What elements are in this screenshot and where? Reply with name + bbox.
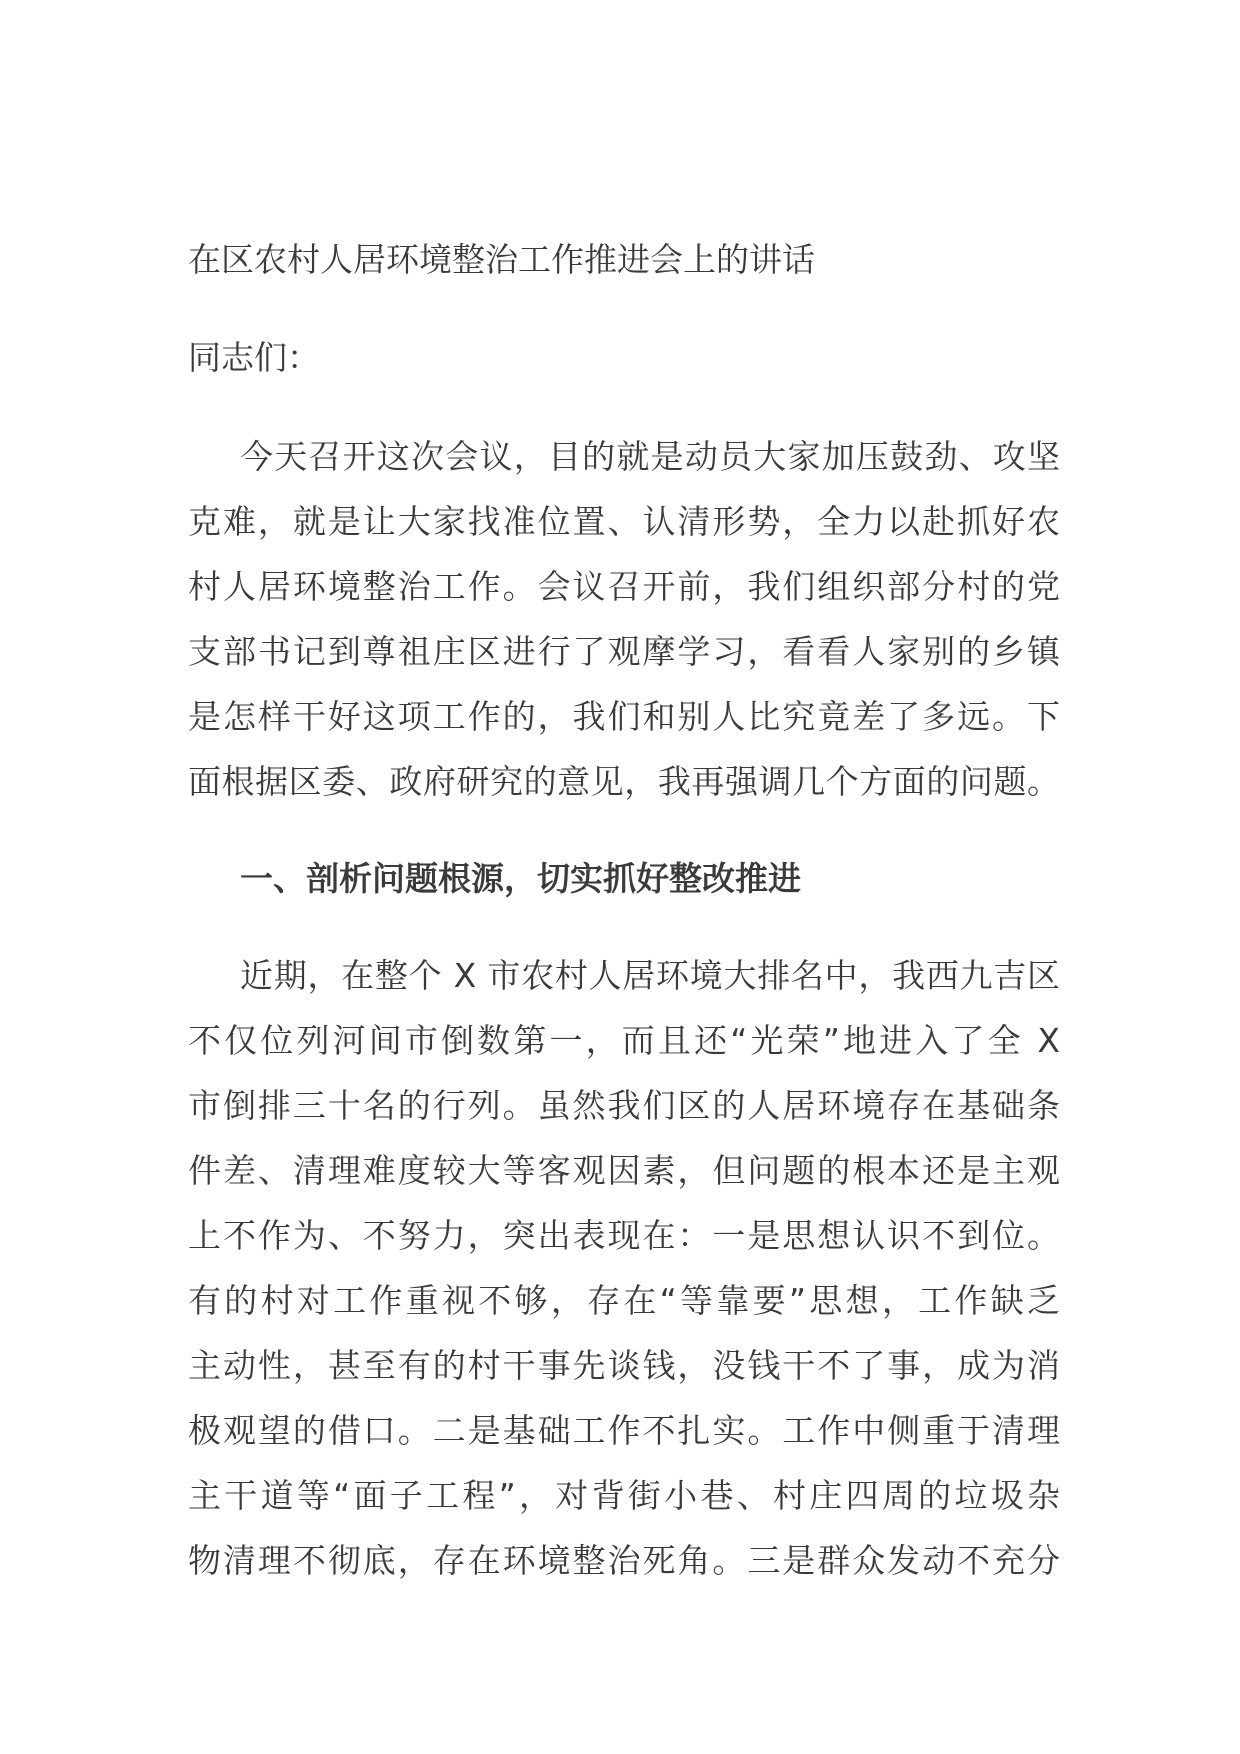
text-line: 主动性，甚至有的村干事先谈钱，没钱干不了事，成为消 [188,1346,1060,1385]
text-line: 主干道等“面子工程”，对背街小巷、村庄四周的垃圾杂 [188,1476,1060,1515]
text-line: 支部书记到尊祖庄区进行了观摩学习，看看人家别的乡镇 [188,632,1060,671]
text-line: 市倒排三十名的行列。虽然我们区的人居环境存在基础条 [188,1086,1060,1125]
text-line: 今天召开这次会议，目的就是动员大家加压鼓劲、攻坚 [240,437,1060,476]
paragraph-1 [188,424,1060,814]
text-line: 上不作为、不努力，突出表现在：一是思想认识不到位。 [188,1216,1060,1255]
salutation: 同志们： [188,338,320,377]
text-line: 克难，就是让大家找准位置、认清形势，全力以赴抓好农 [188,502,1060,541]
text-line: 是怎样干好这项工作的，我们和别人比究竟差了多远。下 [188,697,1060,736]
text-line: 有的村对工作重视不够，存在“等靠要”思想，工作缺乏 [188,1281,1060,1320]
text-line: 极观望的借口。二是基础工作不扎实。工作中侧重于清理 [188,1411,1060,1450]
text-line: 件差、清理难度较大等客观因素，但问题的根本还是主观 [188,1151,1060,1190]
text-line: 不仅位列河间市倒数第一，而且还“光荣”地进入了全 X [188,1021,1060,1060]
section-heading: 一、剖析问题根源，切实抓好整改推进 [240,859,801,898]
text-line: 面根据区委、政府研究的意见，我再强调几个方面的问题。 [188,762,1060,801]
text-line: 近期，在整个 X 市农村人居环境大排名中，我西九吉区 [240,956,1060,995]
text-line: 物清理不彻底，存在环境整治死角。三是群众发动不充分 [188,1541,1060,1580]
document-title: 在区农村人居环境整治工作推进会上的讲话 [188,240,815,279]
paragraph-2 [188,943,1060,1593]
text-line: 村人居环境整治工作。会议召开前，我们组织部分村的党 [188,567,1060,606]
